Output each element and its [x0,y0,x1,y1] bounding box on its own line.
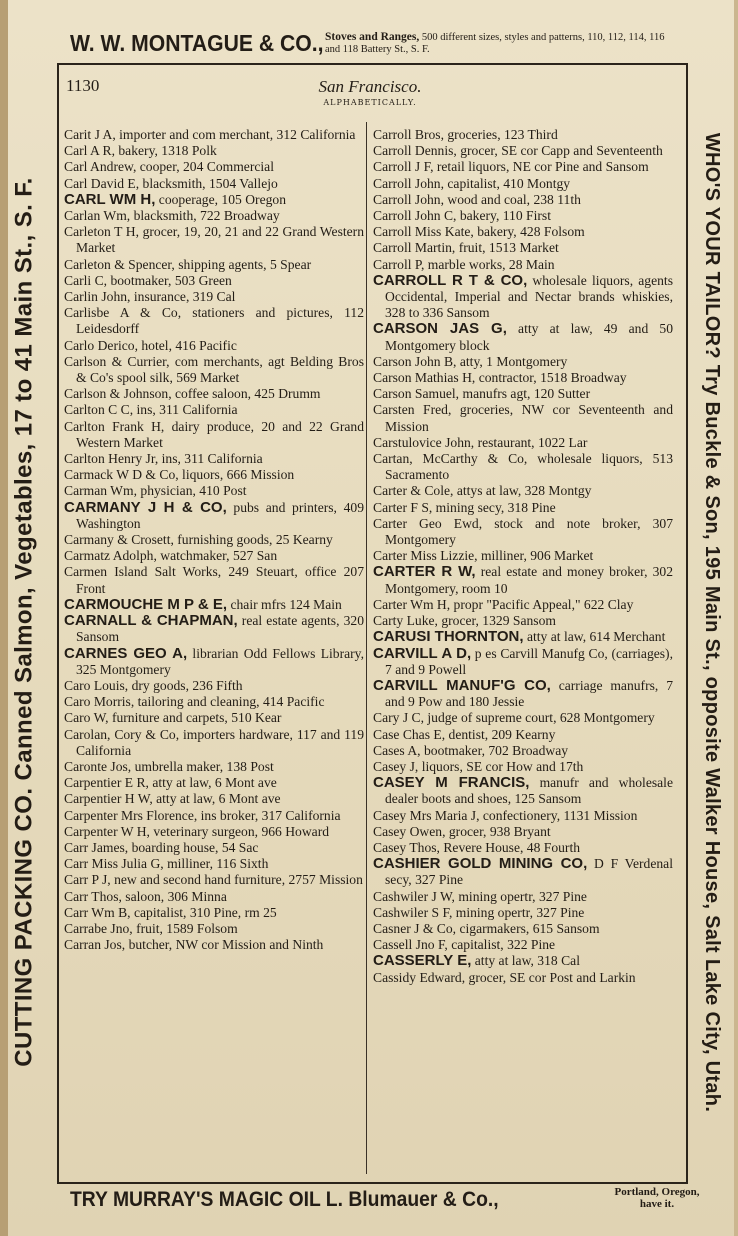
entry-name: Caro W, [64,710,109,726]
entry-name: Carroll Martin, [373,240,456,256]
entry-name: Carpentier H W, [64,791,153,807]
entry-name: Carli C, [64,272,108,288]
directory-entry [64,402,364,418]
directory-entry [64,678,364,694]
entry-details: atty at law, 318 Cal [471,953,580,969]
entry-name: Carit J A, [64,127,116,142]
directory-entry [373,370,673,386]
directory-entry [373,192,673,208]
directory-entry [373,727,673,743]
directory-entry [373,176,673,192]
side-ad-left-text: CUTTING PACKING CO. Canned Salmon, Vegetables, 17 to 41 Main St., S. F. [11,177,39,1067]
entry-details: bakery, 1318 Polk [114,143,217,159]
entry-name-bold: CARMANY J H & CO, [64,498,227,516]
directory-entry [373,548,673,564]
directory-entry [64,289,364,305]
directory-entry [64,646,364,678]
entry-details: dry goods, 236 Fifth [128,677,243,693]
directory-entry [373,483,673,499]
entry-details: manufr and wholesale dealer boots and shoes, 125 Sansom [385,775,673,807]
entry-name: Carpentier E R, [64,775,149,791]
entry-details: liquors, SE cor How and 17th [418,758,584,774]
entry-details: librarian Odd Fellows Library, 325 Montgomery [76,645,364,677]
entry-name: Carleton T H, [64,224,140,240]
entry-details: veterinary surgeon, 966 Howard [149,823,330,839]
entry-name: Carleton & Spencer, [64,256,175,272]
entry-details: real estate and money broker, 302 Montgomery, room 10 [385,564,673,596]
entry-details: wholesale liquors, 513 Sacramento [385,451,673,483]
directory-entry [373,240,673,256]
page-subtitle: ALPHABETICALLY. [323,98,417,107]
entry-name: Carman Wm, [64,483,137,499]
entry-name: Cartan, McCarthy & Co, [373,451,528,467]
directory-entry [373,564,673,596]
entry-name-bold: CARL WM H, [64,190,156,208]
top-ad-desc-bold: Stoves and Ranges, [325,30,420,43]
entry-name: Carmany & Crosett, [64,532,174,548]
entry-details: physician, 410 Post [137,483,247,499]
directory-entry [373,646,673,678]
entry-name: Carty Luke, [373,613,438,629]
directory-entry [64,597,364,613]
right-column [373,127,673,986]
entry-details: blacksmith, 1504 Vallejo [139,175,278,191]
entry-details: importer and com merchant, 312 California [115,127,356,142]
entry-details: furnishing goods, 25 Kearny [173,532,333,548]
bottom-ad-main: TRY MURRAY'S MAGIC OIL L. Blumauer & Co., [70,1188,499,1211]
entry-name: Carter Miss Lizzie, [373,548,478,564]
directory-entry [64,224,364,256]
entry-name: Carl Andrew, [64,159,137,175]
directory-entry [373,808,673,824]
bottom-advertisement [70,1184,700,1216]
entry-details: liquors, 666 Mission [178,467,295,483]
directory-entry [64,694,364,710]
entry-details: grocer, SE cor Capp and Seventeenth [456,143,663,159]
entry-name: Cassell Jno F, [373,937,448,953]
directory-entry [64,791,364,807]
entry-name: Casner J & Co, [373,920,457,936]
directory-entry [373,597,673,613]
entry-name: Carlin John, [64,289,131,305]
entry-details: new and second hand furniture, 2757 Mission [110,872,363,888]
entry-name: Carrabe Jno, [64,920,133,936]
entry-details: com merchants, agt Belding Bros & Co's spool silk, 569 Market [76,353,364,386]
entry-details: capitalist, 310 Pine, rm 25 [130,904,277,920]
entry-name-bold: CARTER R W, [373,563,476,581]
entry-name: Cary J C, [373,710,424,726]
entry-name: Carter & Cole, [373,483,454,499]
entry-details: contractor, 1518 Broadway [475,370,627,386]
directory-entry [373,743,673,759]
entry-name: Carlton C C, [64,402,134,418]
entry-name: Carpenter Mrs Florence, [64,807,198,823]
entry-name: Carr James, [64,839,129,855]
entry-name: Carroll J F, [373,159,434,175]
entry-name: Carolan, Cory & Co, [64,726,180,742]
entry-details: hotel, 416 Pacific [137,337,237,353]
side-ad-right [690,64,734,1180]
entry-details: shipping agents, 5 Spear [174,256,312,272]
entry-details: real estate agents, 320 Sansom [76,613,364,645]
directory-entry [64,386,364,402]
directory-entry [373,889,673,905]
entry-details: milliner, 116 Sixth [163,856,269,872]
entry-details: ins broker, 317 California [197,807,341,823]
entry-details: p es Carvill Manufg Co, (carriages), 7 and 9 Powell [385,645,673,677]
entry-details: capitalist, 322 Pine [447,937,556,953]
entry-details: groceries, NW cor Seventeenth and Mission [385,402,673,434]
entry-details: ins, 311 California [158,451,263,467]
entry-name: Carter Wm H, [373,596,451,612]
entry-name: Caronte Jos, [64,758,132,774]
directory-entry [64,613,364,645]
directory-entry [373,856,673,888]
entry-name: Caro Morris, [64,694,135,710]
entry-name: Carl David E, [64,175,140,191]
entry-details: stock and note broker, 307 Montgomery [385,515,673,548]
entry-details: atty at law, 49 and 50 Montgomery block [385,321,674,353]
directory-entry [373,840,673,856]
entry-name: Casey Thos, [373,839,440,855]
directory-entry [64,889,364,905]
directory-entry [64,176,364,192]
entry-name: Carson Samuel, [373,386,460,402]
top-advertisement [70,26,690,60]
entry-name-bold: CARNES GEO A, [64,644,188,662]
entry-name-bold: CARROLL R T & CO, [373,271,528,289]
entry-name-bold: CARSON JAS G, [373,320,507,338]
directory-entry [373,516,673,548]
entry-name: Carroll John, [373,175,444,191]
entry-details: dentist, 209 Kearny [445,726,556,742]
entry-details: confectionery, 1131 Mission [479,807,638,823]
entry-name: Cassidy Edward, [373,969,466,985]
entry-details: pubs and printers, 409 Washington [76,499,364,531]
directory-entry [64,921,364,937]
entry-name-bold: CARVILL A D, [373,644,472,662]
entry-name: Casey J, [373,758,419,774]
entry-details: wood and coal, 238 11th [443,191,581,207]
entry-details: fruit, 1513 Market [455,240,559,256]
entry-name: Carr Wm B, [64,904,131,920]
directory-entry [64,775,364,791]
entry-details: atty at law, 614 Merchant [523,629,666,645]
directory-entry [64,548,364,564]
directory-entry [373,451,673,483]
directory-entry [373,678,673,710]
entry-name: Carroll John, [373,191,444,207]
entry-details: wholesale liquors, agents Occidental, Imperial and Nectar brands whiskies, 328 to 336 Sansom [385,272,673,321]
entry-name: Casey Owen, [373,823,446,839]
entry-name: Carter F S, [373,499,433,515]
directory-entry [373,970,673,986]
entry-name: Cashwiler S F, [373,904,453,920]
directory-entry [64,905,364,921]
entry-details: bootmaker, 503 Green [107,272,232,288]
entry-name: Carlton Henry Jr, [64,451,159,467]
directory-entry [373,500,673,516]
directory-entry [64,808,364,824]
entry-details: 249 Steuart, office 207 Front [76,564,364,596]
page-edge-right [734,0,738,1236]
entry-details: atty at law, 6 Mont ave [148,775,277,791]
directory-entry [64,192,364,208]
entry-details: coffee saloon, 425 Drumm [171,386,321,402]
entry-details: umbrella maker, 138 Post [131,758,274,774]
entry-name: Carroll Miss Kate, [373,224,474,240]
directory-entry [64,467,364,483]
entry-details: judge of supreme court, 628 Montgomery [423,710,655,726]
directory-entry [373,386,673,402]
directory-entry [373,354,673,370]
entry-name: Carr Thos, [64,888,122,904]
directory-entry [373,824,673,840]
entry-name: Carr Miss Julia G, [64,856,164,872]
entry-details: retail liquors, NE cor Pine and Sansom [433,159,649,175]
directory-entry [64,338,364,354]
entry-details: butcher, NW cor Mission and Ninth [125,937,324,953]
entry-name: Carter Geo Ewd, [373,515,483,531]
top-ad-desc-text: 500 different sizes, styles and patterns, 110, 112, 114, 116 and 118 Battery St., S. F. [325,31,665,55]
entry-name: Cashwiler J W, [373,888,455,904]
directory-entry [373,159,673,175]
directory-entry [373,937,673,953]
entry-details: watchmaker, 527 San [156,548,278,564]
entry-details: groceries, 123 Third [443,127,558,142]
entry-details: grocer, 19, 20, 21 and 22 Grand Western Market [76,224,364,256]
entry-details: milliner, 906 Market [477,548,594,564]
directory-entry [64,500,364,532]
entry-name: Carlson & Currier, [64,353,170,369]
bottom-ad-small: Portland, Oregon, have it. [614,1186,700,1210]
directory-entry [373,953,673,969]
directory-entry [64,564,364,596]
directory-entry [373,402,673,434]
directory-entry [373,257,673,273]
directory-entry [64,840,364,856]
left-column [64,127,364,953]
directory-entry [373,629,673,645]
directory-entry [373,435,673,451]
entry-details: grocer, 1329 Sansom [437,613,556,629]
entry-details: atty at law, 6 Mont ave [152,791,281,807]
entry-name: Carlan Wm, [64,208,131,224]
entry-name: Carlson & Johnson, [64,386,172,402]
entry-details: fruit, 1589 Folsom [132,920,238,936]
directory-entry [64,727,364,759]
entry-details: grocer, SE cor Post and Larkin [465,969,636,985]
entry-name: Carroll Bros, [373,127,444,142]
directory-entry [64,872,364,888]
entry-details: furniture and carpets, 510 Kear [108,710,282,726]
entry-name-bold: CASSERLY E, [373,952,472,970]
directory-entry [64,824,364,840]
entry-name: Carpenter W H, [64,823,150,839]
entry-details: grocer, 938 Bryant [445,823,551,839]
entry-details: Revere House, 48 Fourth [439,839,581,855]
entry-details: bakery, 428 Folsom [473,224,585,240]
directory-entry [64,483,364,499]
entry-name: Carmen Island Salt Works, [64,564,222,580]
entry-name: Carroll P, [373,256,425,272]
directory-entry [373,127,673,143]
entry-name: Carroll John C, [373,208,457,224]
directory-entry [64,208,364,224]
directory-entry [64,143,364,159]
directory-entry [373,321,673,353]
entry-details: chair mfrs 124 Main [227,596,342,612]
entry-name: Carl A R, [64,143,115,159]
entry-name: Carson Mathias H, [373,370,476,386]
entry-name: Carlo Derico, [64,337,138,353]
entry-name: Cases A, [373,742,421,758]
entry-name: Carmatz Adolph, [64,548,157,564]
directory-entry [64,305,364,337]
entry-name: Casey Mrs Maria J, [373,807,480,823]
directory-entry [373,613,673,629]
entry-name-bold: CARNALL & CHAPMAN, [64,612,238,630]
entry-details: dairy produce, 20 and 22 Grand Western Market [76,418,364,450]
entry-details: mining secy, 318 Pine [432,499,556,515]
side-ad-left [0,64,50,1180]
directory-entry [64,759,364,775]
entry-name: Caro Louis, [64,677,129,693]
entry-name-bold: CARMOUCHE M P & E, [64,595,228,613]
directory-entry [64,937,364,953]
directory-entry [373,224,673,240]
entry-details: restaurant, 1022 Lar [474,434,588,450]
directory-entry [64,257,364,273]
entry-name-bold: CARVILL MANUF'G CO, [373,676,551,694]
entry-name: Case Chas E, [373,726,446,742]
top-ad-description [325,31,675,56]
entry-details: blacksmith, 722 Broadway [130,208,280,224]
entry-details: stationers and pictures, 112 Leidesdorff [76,305,364,337]
entry-details: importers hardware, 117 and 119 California [76,726,364,758]
entry-details: insurance, 319 Cal [130,289,236,305]
entry-name: Carr P J, [64,872,111,888]
entry-details: boarding house, 54 Sac [128,839,259,855]
entry-details: mining opertr, 327 Pine [452,904,585,920]
directory-entry [373,208,673,224]
entry-name: Carroll Dennis, [373,143,457,159]
directory-entry [373,775,673,807]
entry-name: Carlton Frank H, [64,418,165,434]
entry-name: Carstulovice John, [373,434,475,450]
entry-name: Carson John B, [373,353,457,369]
entry-name-bold: CASEY M FRANCIS, [373,774,530,792]
directory-entry [373,921,673,937]
directory-entry [64,856,364,872]
entry-details: saloon, 306 Minna [121,888,227,904]
directory-entry [64,451,364,467]
side-ad-right-text: WHO'S YOUR TAILOR? Try Buckle & Son, 195 Main St., opposite Walker House, Salt Lake City, Utah. [701,132,724,1112]
entry-name: Carlisbe A & Co, [64,305,182,321]
directory-entry [64,532,364,548]
entry-details: atty, 1 Montgomery [456,353,568,369]
directory-entry [373,905,673,921]
entry-details: mining opertr, 327 Pine [454,888,587,904]
top-ad-firm: W. W. MONTAGUE & CO., [70,29,324,56]
entry-name: Carmack W D & Co, [64,467,179,483]
entry-details: capitalist, 410 Montgy [443,175,571,191]
directory-entry [373,273,673,322]
entry-details: cigarmakers, 615 Sansom [456,920,600,936]
entry-details: attys at law, 328 Montgy [453,483,592,499]
entry-details: cooperage, 105 Oregon [155,191,286,207]
page-title: San Francisco. [318,77,422,96]
entry-details: propr "Pacific Appeal," 622 Clay [450,596,634,612]
column-divider [366,122,367,1174]
directory-entry [64,273,364,289]
entry-name: Carran Jos, [64,937,126,953]
entry-name-bold: CARUSI THORNTON, [373,628,524,646]
entry-name-bold: CASHIER GOLD MINING CO, [373,855,588,873]
entry-details: bakery, 110 First [456,208,551,224]
directory-entry [373,759,673,775]
directory-entry [64,354,364,386]
directory-entry [64,159,364,175]
entry-name: Carsten Fred, [373,402,452,418]
entry-details: tailoring and cleaning, 414 Pacific [134,694,325,710]
entry-details: ins, 311 California [133,402,238,418]
entry-details: cooper, 204 Commercial [136,159,274,175]
directory-entry [64,127,364,143]
entry-details: bootmaker, 702 Broadway [420,742,569,758]
entry-details: manufrs agt, 120 Sutter [459,386,591,402]
directory-entry [64,710,364,726]
page-number: 1130 [66,76,100,95]
directory-entry [373,143,673,159]
page-header [60,74,680,114]
entry-details: marble works, 28 Main [424,256,555,272]
entry-details: D F Verdenal secy, 327 Pine [385,856,673,888]
directory-entry [64,419,364,451]
directory-entry [373,710,673,726]
entry-details: carriage manufrs, 7 and 9 Pow and 180 Jessie [385,677,673,710]
